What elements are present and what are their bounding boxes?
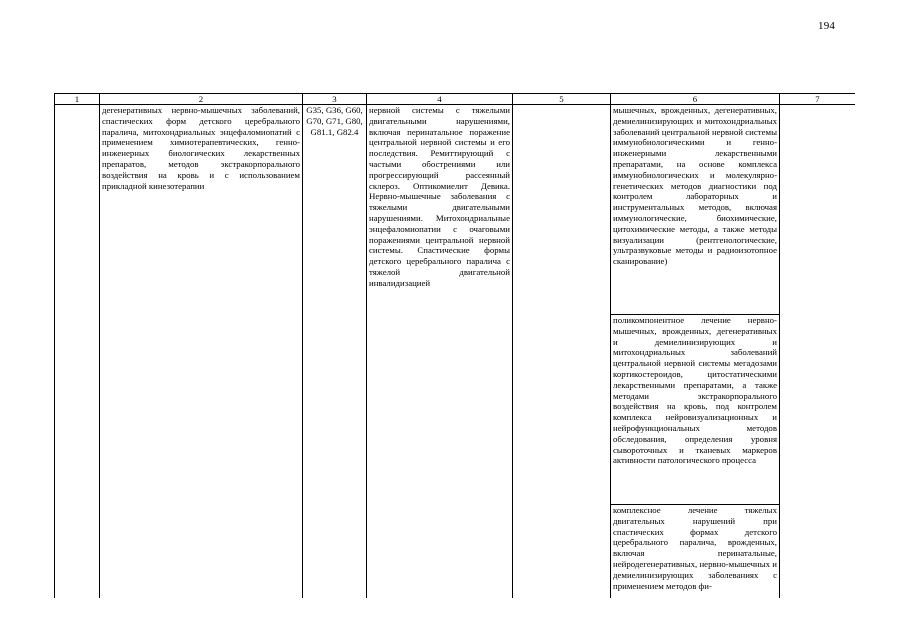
icd-codes-text: G35, G36, G60, G70, G71, G80, G81.1, G82.4 bbox=[306, 105, 363, 137]
cell-treatment-a bbox=[611, 105, 780, 315]
cell-col5 bbox=[513, 105, 611, 599]
column-header-2: 2 bbox=[100, 94, 303, 105]
table-container bbox=[54, 93, 855, 598]
method-description-text: дегенеративных нервно-мышечных заболеваний, спастических форм детского церебрального паралича, митохондриальных энцефаломиопатий с применением химиотерапевтических, генно-инженерных биологических лекарственных препаратов, методов экстракорпорального воздействия на кровь и с использованием прикладной кинезотерапии bbox=[102, 105, 300, 191]
table-row bbox=[55, 105, 856, 315]
cell-icd-codes bbox=[303, 105, 367, 599]
column-header-6: 6 bbox=[611, 94, 780, 105]
cell-treatment-b bbox=[611, 315, 780, 505]
column-header-3: 3 bbox=[303, 94, 367, 105]
patient-model-text: нервной системы с тяжелыми двигательными нарушениями, включая перинатальное поражение центральной нервной системы и его последствия. Ремиттирующий с частыми обострениями или прогрессирующий рассеянный склероз. Оптикомиелит Девика. Нервно-мышечные заболевания с тяжелыми двигательными нарушениями. Митохондриальные энцефаломиопатии с очаговыми поражениями центральной нервной системы. Спастические формы детского церебрального паралича с тяжелой двигательной инвалидизацией bbox=[369, 105, 510, 288]
cell-col7 bbox=[780, 105, 856, 599]
cell-col1 bbox=[55, 105, 100, 599]
treatment-b-text: поликомпонентное лечение нервно-мышечных, врожденных, дегенеративных и демиелинизирующих и митохондриальных заболеваний центральной нервной системы мегадозами кортикостероидов, цитостатическими лекарственными препаратами, а также методами экстракорпорального воздействия на кровь, под контролем комплекса нейровизуализационных и нейрофункциональных методов обследования, определения уровня сывороточных и тканевых маркеров активности патологического процесса bbox=[613, 315, 777, 466]
column-header-1: 1 bbox=[55, 94, 100, 105]
column-header-5: 5 bbox=[513, 94, 611, 105]
header-row bbox=[55, 94, 856, 105]
column-header-7: 7 bbox=[780, 94, 856, 105]
cell-method-description bbox=[100, 105, 303, 599]
data-table bbox=[54, 93, 855, 598]
page-number: 194 bbox=[818, 20, 836, 32]
column-header-4: 4 bbox=[367, 94, 513, 105]
cell-patient-model bbox=[367, 105, 513, 599]
treatment-c-text: комплексное лечение тяжелых двигательных нарушений при спастических формах детского церебрального паралича, врожденных, включая перинатальные, нейродегенеративных, нервно-мышечных и демиелинизирующих заболеваниях с применением методов фи- bbox=[613, 505, 777, 591]
cell-treatment-c bbox=[611, 505, 780, 599]
treatment-a-text: мышечных, врожденных, дегенеративных, демиелинизирующих и митохондриальных заболеваний центральной нервной системы иммунобиологическими и генно-инженерными лекарственными препаратами, на основе комплекса иммунобиологических и молекулярно-генетических методов диагностики под контролем лабораторных и инструментальных методов, включая иммунологические, биохимические, цитохимические методы, а также методы визуализации (рентгенологические, ультразвуковые методы и радиоизотопное сканирование) bbox=[613, 105, 777, 267]
